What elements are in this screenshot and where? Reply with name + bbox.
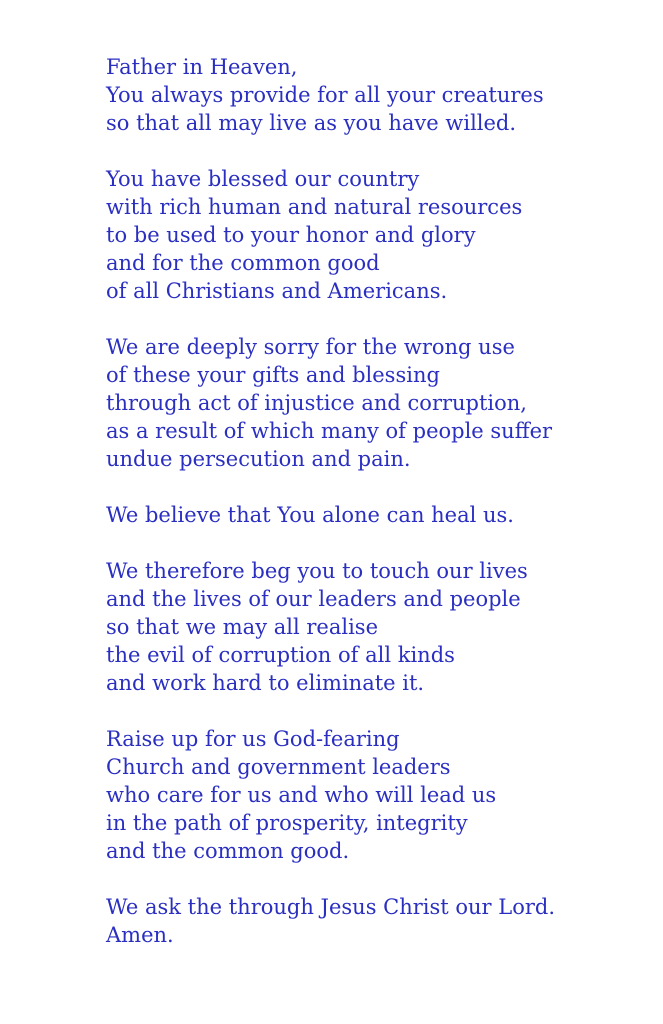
prayer-line: of all Christians and Americans. xyxy=(106,279,448,303)
prayer-line: and the lives of our leaders and people xyxy=(106,587,521,611)
prayer-line: Father in Heaven, xyxy=(106,55,298,79)
stanza-opening xyxy=(106,53,646,137)
stanza-leaders xyxy=(106,725,646,865)
prayer-line: Church and government leaders xyxy=(106,755,451,779)
prayer-line: and the common good. xyxy=(106,839,350,863)
prayer-line: and work hard to eliminate it. xyxy=(106,671,425,695)
prayer-line: so that all may live as you have willed. xyxy=(106,111,517,135)
prayer-line: We therefore beg you to touch our lives xyxy=(106,559,528,583)
prayer-line: You always provide for all your creatures xyxy=(106,83,544,107)
stanza-blessings xyxy=(106,165,646,305)
prayer-line: Raise up for us God-fearing xyxy=(106,727,400,751)
prayer-line: in the path of prosperity, integrity xyxy=(106,811,468,835)
prayer-line-amen: Amen. xyxy=(106,923,174,947)
prayer-line: who care for us and who will lead us xyxy=(106,783,497,807)
prayer-line: and for the common good xyxy=(106,251,380,275)
prayer-line: We believe that You alone can heal us. xyxy=(106,503,514,527)
prayer-line: the evil of corruption of all kinds xyxy=(106,643,455,667)
stanza-petition xyxy=(106,557,646,697)
stanza-belief xyxy=(106,501,646,529)
prayer-line: to be used to your honor and glory xyxy=(106,223,476,247)
prayer-line: We are deeply sorry for the wrong use xyxy=(106,335,515,359)
prayer-text xyxy=(106,53,646,949)
prayer-line: through act of injustice and corruption, xyxy=(106,391,527,415)
stanza-repentance xyxy=(106,333,646,473)
prayer-line: so that we may all realise xyxy=(106,615,378,639)
stanza-closing xyxy=(106,893,646,949)
prayer-line: as a result of which many of people suffer xyxy=(106,419,553,443)
prayer-line: undue persecution and pain. xyxy=(106,447,411,471)
prayer-line: with rich human and natural resources xyxy=(106,195,523,219)
prayer-line: of these your gifts and blessing xyxy=(106,363,440,387)
prayer-line: You have blessed our country xyxy=(106,167,420,191)
prayer-line: We ask the through Jesus Christ our Lord. xyxy=(106,895,556,919)
